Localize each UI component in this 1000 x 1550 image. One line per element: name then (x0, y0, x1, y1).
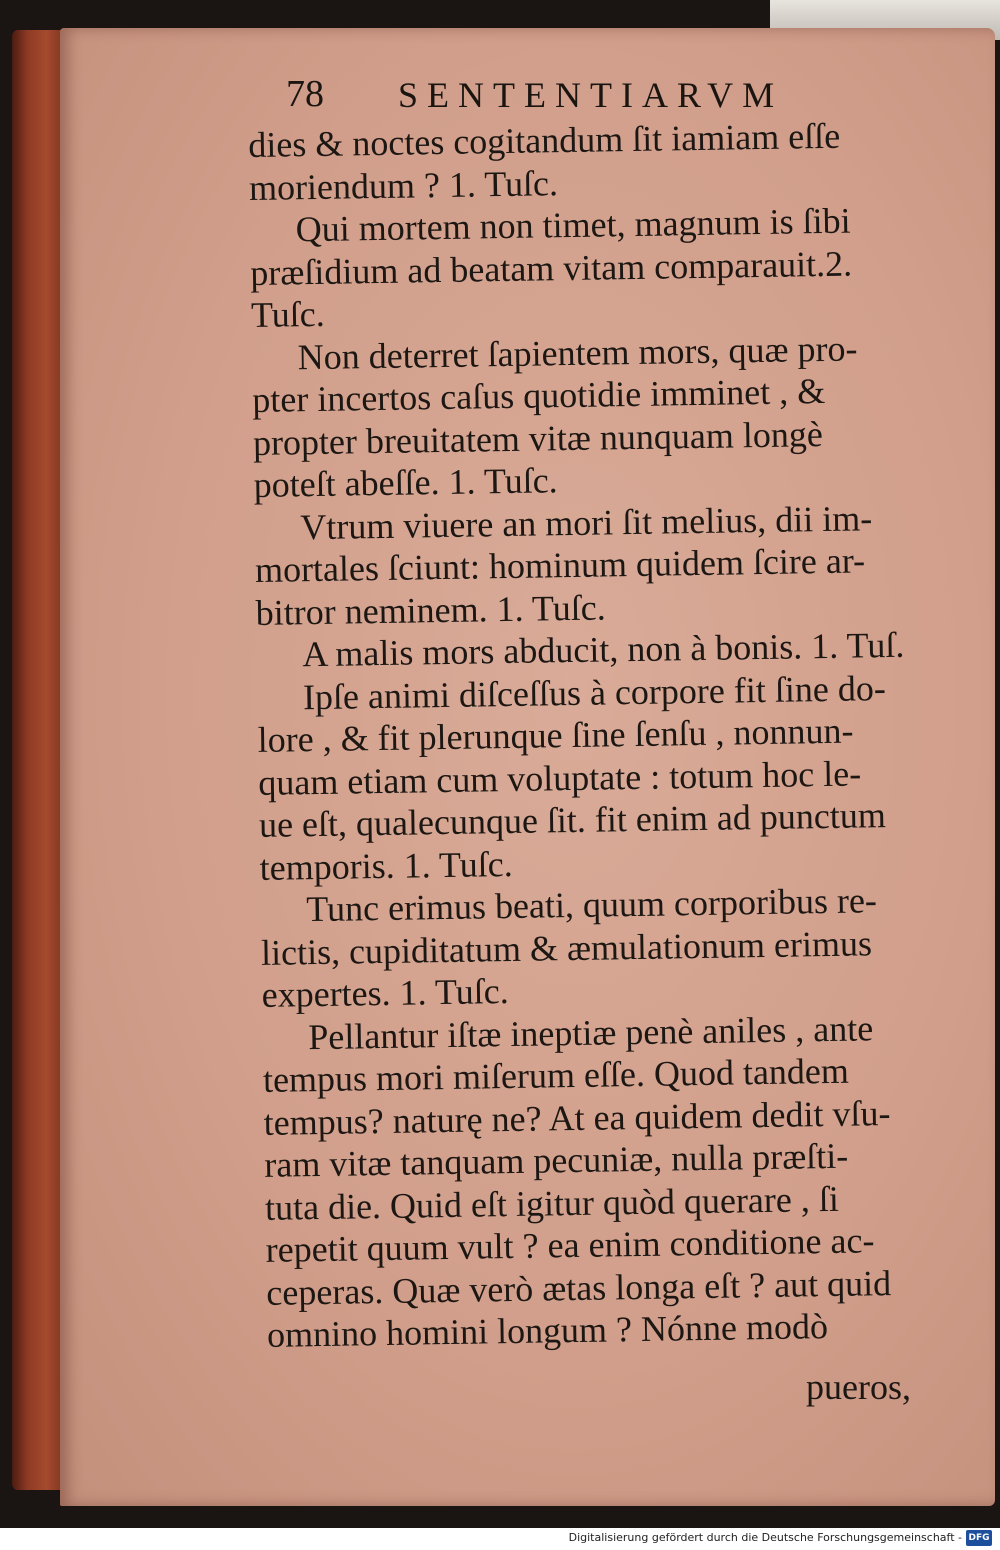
text-line: ceperas. Quæ verò ætas longa eſt ? aut quid (266, 1262, 892, 1313)
page-number: 78 (286, 73, 324, 115)
text-line: quam etiam cum voluptate : totum hoc le- (258, 752, 862, 803)
text-line: omnino homini longum ? Nónne modò (266, 1306, 829, 1355)
page-text (248, 112, 1000, 1356)
text-line: Pellantur iſtæ ineptiæ penè aniles , ante (308, 1007, 874, 1057)
text-line: Non deterret ſapientem mors, quæ pro- (297, 327, 858, 377)
dfg-logo-icon: DFG (966, 1530, 992, 1546)
text-line: tempus mori miſerum eſſe. Quod tandem (262, 1050, 850, 1100)
text-line: ue eſt, qualecunque ſit. fit enim ad punctum (258, 795, 887, 845)
text-line: dies & noctes cogitandum ſit iamiam eſſe (248, 115, 841, 165)
text-line: expertes. 1. Tuſc. (261, 971, 509, 1015)
text-line: tuta die. Quid eſt igitur quòd querare , ſi (264, 1178, 840, 1228)
running-title: SENTENTIARVM (398, 75, 784, 115)
text-line: A malis mors abducit, non à bonis. 1. Tuſ. (302, 624, 905, 675)
text-line: moriendum ? 1. Tuſc. (248, 162, 559, 208)
text-line: bitror neminem. 1. Tuſc. (255, 586, 606, 633)
text-line: Qui mortem non timet, magnum is ſibi (295, 200, 851, 250)
funding-credit: Digitalisierung gefördert durch die Deutsche Forschungsgemeinschaft - (568, 1531, 962, 1544)
text-line: lictis, cupiditatum & æmulationum erimus (260, 922, 873, 973)
text-line: Vtrum viuere an mori ſit melius, dii im- (300, 497, 873, 547)
text-line: lore , & fit plerunque ſine ſenſu , nonnun- (257, 710, 854, 760)
text-line: propter breuitatem vitæ nunquam longè (252, 413, 824, 463)
catchword: pueros, (806, 1367, 911, 1407)
text-line: præſidium ad beatam vitam comparauit.2. (250, 243, 853, 293)
text-line: temporis. 1. Tuſc. (259, 843, 514, 888)
text-line: poteſt abeſſe. 1. Tuſc. (253, 460, 558, 505)
footer-bar (0, 1528, 1000, 1550)
text-line: tempus? naturę ne? At ea quidem dedit vſu- (263, 1092, 891, 1143)
text-line: pter incertos caſus quotidie imminet , & (252, 370, 826, 420)
text-line: Tunc erimus beati, quum corporibus re- (306, 880, 878, 930)
text-line: repetit quum vult ? ea enim conditione ac- (265, 1220, 875, 1270)
text-line: ram vitæ tanquam pecuniæ, nulla præſti- (264, 1135, 849, 1185)
text-line: Tuſc. (250, 293, 326, 335)
text-line: mortales ſciunt: hominum quidem ſcire ar- (254, 540, 866, 590)
text-line: Ipſe animi diſceſſus à corpore fit ſine do- (302, 667, 887, 717)
